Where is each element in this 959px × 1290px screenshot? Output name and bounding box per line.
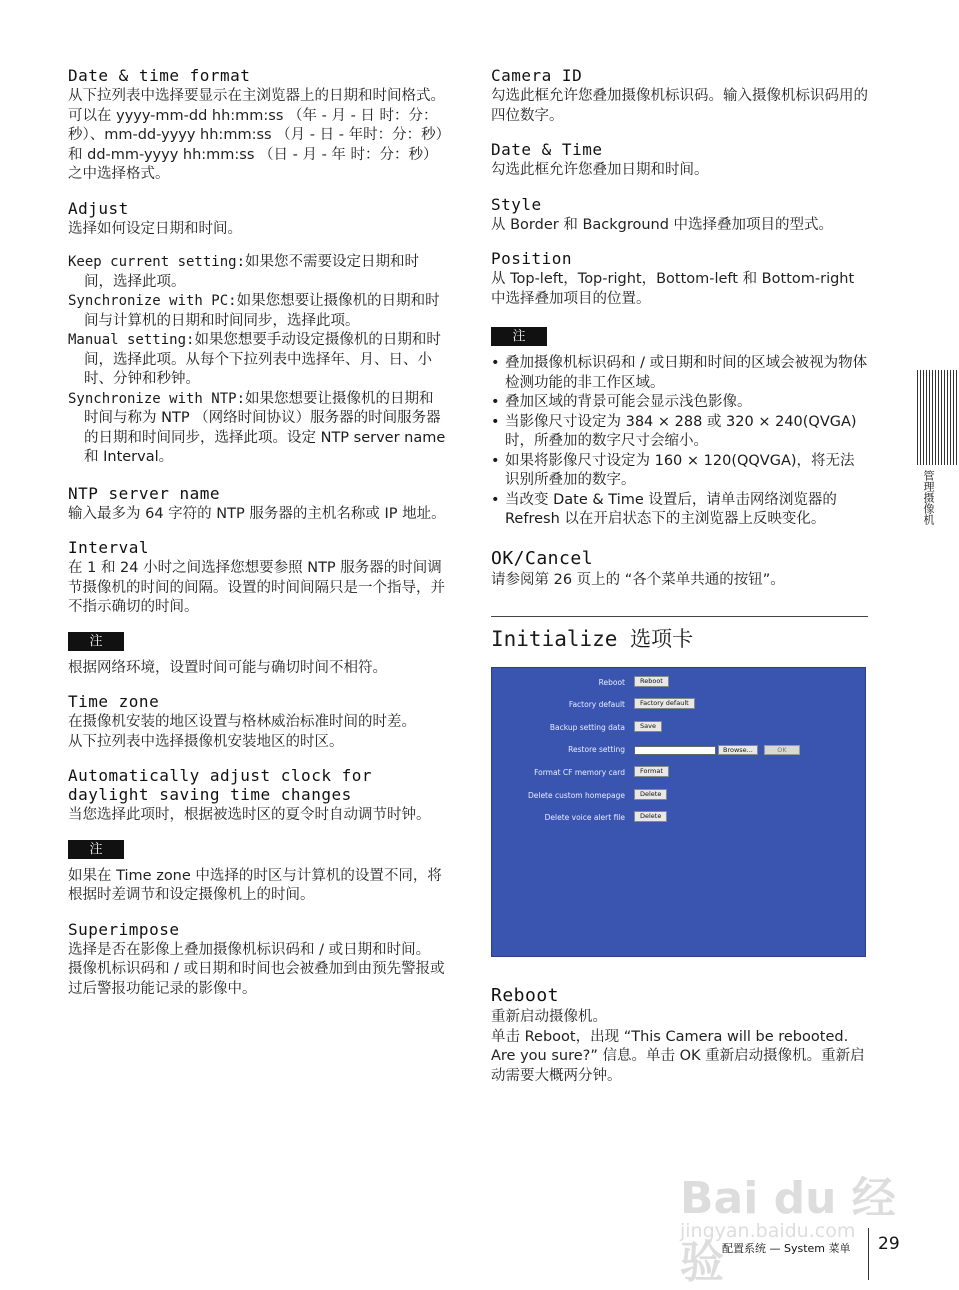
paragraph: 从下拉列表中选择要显示在主浏览器上的日期和时间格式。: [68, 88, 445, 104]
list-item: • 如果将影像尺寸设定为 160 × 120(QQVGA)，将无法识别所叠加的数字。: [491, 452, 869, 491]
watermark-logo-text: Bai du 经验: [680, 1173, 896, 1288]
row-label: Format CF memory card: [534, 768, 625, 777]
term: Keep current setting:: [68, 254, 246, 270]
note-bullet-list: [491, 354, 869, 530]
heading-superimpose: Superimpose: [68, 919, 180, 939]
ok-button[interactable]: OK: [764, 745, 800, 755]
heading-date-time: Date & Time: [491, 140, 603, 159]
adjust-item: [68, 292, 446, 331]
heading-reboot: Reboot: [491, 985, 560, 1006]
heading-daylight: Automatically adjust clock for daylight saving time changes: [68, 766, 372, 804]
row-delete-homepage: [492, 789, 865, 803]
format-button[interactable]: Format: [634, 766, 669, 777]
row-label: Restore setting: [568, 745, 625, 754]
heading-ok-cancel: OK/Cancel: [491, 547, 594, 569]
paragraph: 单击 Reboot，出现 “This Camera will be rebooted. Are you sure?” 信息。单击 OK 重新启动摄像机。重新启动需要大概两分钟。: [491, 1028, 865, 1084]
factory-default-button[interactable]: Factory default: [634, 698, 695, 709]
paragraph: 在 1 和 24 小时之间选择您想要参照 NTP 服务器的时间调节摄像机的时间的间隔。设置的时间间隔只是一个指导，并不指示确切的时间。: [68, 560, 445, 615]
heading-style: Style: [491, 194, 542, 214]
list-item: • 叠加摄像机标识码和 / 或日期和时间的区域会被视为物体检测功能的非工作区域。: [491, 354, 869, 393]
row-delete-voice: [492, 811, 865, 825]
note-text: 如果在 Time zone 中选择的时区与计算机的设置不同，将根据时差调节和设定摄像机上的时间。: [68, 867, 442, 903]
save-button[interactable]: Save: [634, 721, 662, 732]
paragraph: 输入最多为 64 字符的 NTP 服务器的主机名称或 IP 地址。: [68, 505, 446, 522]
paragraph: 选择是否在影像上叠加摄像机标识码和 / 或日期和时间。: [68, 941, 431, 958]
side-tab-marker: [917, 370, 959, 465]
paragraph: 选择如何设定日期和时间。: [68, 220, 242, 237]
heading-position: Position: [491, 249, 573, 268]
watermark-url: jingyan.baidu.com: [680, 1220, 856, 1242]
paragraph: 当您选择此项时，根据被选时区的夏令时自动调节时钟。: [68, 807, 431, 823]
row-restore: [492, 743, 865, 757]
paragraph: 勾选此框允许您叠加摄像机标识码。输入摄像机标识码用的四位数字。: [491, 88, 868, 124]
paragraph: 在摄像机安装的地区设置与格林威治标准时间的时差。: [68, 714, 416, 730]
term-desc: 如果您想要手动设定摄像机的日期和时间，选择此项。从每个下拉列表中选择年、月、日、小时、分钟和秒钟。: [84, 332, 441, 387]
row-label: Factory default: [568, 700, 625, 709]
paragraph: 重新启动摄像机。: [491, 1009, 607, 1025]
heading-camera-id: Camera ID: [491, 66, 583, 85]
restore-file-input[interactable]: [634, 746, 716, 755]
row-label: Backup setting data: [549, 723, 625, 732]
row-backup: [492, 721, 865, 735]
heading-ntp-server-name: NTP server name: [68, 483, 220, 503]
list-item: • 当影像尺寸设定为 384 × 288 或 320 × 240(QVGA) 时，所叠加的数字尺寸会缩小。: [491, 413, 869, 452]
term-desc: 如果您不需要设定日期和时间，选择此项。: [84, 254, 420, 290]
reboot-button[interactable]: Reboot: [634, 676, 669, 687]
right-column: [491, 66, 869, 1086]
heading-time-zone: Time zone: [68, 692, 160, 711]
footer-section-name: 配置系统 — System 菜单: [722, 1242, 851, 1255]
paragraph: 可以在 yyyy-mm-dd hh:mm:ss （年 - 月 - 日 时：分：秒）、mm-dd-yyyy hh:mm:ss （月 - 日 - 年时：分：秒）和 dd-mm-yyyy hh:mm:ss （日 - 月 - 年 时：分：秒）之中选择格式。: [68, 107, 443, 182]
delete-voice-button[interactable]: Delete: [634, 811, 667, 822]
page-number: 29: [878, 1234, 900, 1254]
note-label: 注: [491, 327, 547, 346]
side-section-label: 管理摄像机: [922, 470, 935, 525]
heading-interval: Interval: [68, 538, 150, 557]
paragraph: 从 Top-left，Top-right，Bottom-left 和 Bottom-right 中选择叠加项目的位置。: [491, 271, 855, 307]
paragraph: 从 Border 和 Background 中选择叠加项目的型式。: [491, 216, 834, 233]
term: Synchronize with PC:: [68, 293, 237, 309]
paragraph: 请参阅第 26 页上的 “各个菜单共通的按钮”。: [491, 571, 785, 588]
row-format-cf: [492, 766, 865, 780]
paragraph: 摄像机标识码和 / 或日期和时间也会被叠加到由预先警报或过后警报功能记录的影像中。: [68, 961, 445, 997]
list-item: • 叠加区域的背景可能会显示浅色影像。: [491, 393, 869, 413]
heading-adjust: Adjust: [68, 198, 129, 218]
row-label: Delete voice alert file: [544, 813, 625, 822]
row-label: Reboot: [598, 678, 625, 687]
term-desc: 如果您想要让摄像机的日期和时间与称为 NTP （网络时间协议）服务器的时间服务器的日期和时间同步，选择此项。设定 NTP server name 和 Interval。: [84, 390, 446, 465]
section-title-initialize: Initialize 选项卡: [491, 616, 868, 653]
row-factory-default: [492, 698, 865, 712]
adjust-item: [68, 390, 446, 468]
row-reboot: [492, 676, 865, 690]
initialize-screenshot: [491, 667, 866, 957]
browse-button[interactable]: Browse...: [718, 745, 758, 755]
note-label: 注: [68, 632, 124, 651]
left-column: [68, 66, 446, 999]
paragraph: 从下拉列表中选择摄像机安装地区的时区。: [68, 733, 344, 750]
heading-date-time-format: Date & time format: [68, 66, 251, 85]
note-text: 根据网络环境，设置时间可能与确切时间不相符。: [68, 659, 387, 676]
term: Manual setting:: [68, 332, 195, 348]
footer-divider: [868, 1228, 869, 1280]
list-item: • 当改变 Date & Time 设置后，请单击网络浏览器的 Refresh 以在开启状态下的主浏览器上反映变化。: [491, 491, 869, 530]
term-desc: 如果您想要让摄像机的日期和时间与计算机的日期和时间同步，选择此项。: [84, 293, 440, 329]
term: Synchronize with NTP:: [68, 390, 246, 407]
note-label: 注: [68, 840, 124, 859]
delete-homepage-button[interactable]: Delete: [634, 789, 667, 800]
paragraph: 勾选此框允许您叠加日期和时间。: [491, 162, 709, 178]
adjust-item: [68, 331, 446, 390]
row-label: Delete custom homepage: [527, 791, 625, 800]
adjust-item: [68, 253, 446, 292]
